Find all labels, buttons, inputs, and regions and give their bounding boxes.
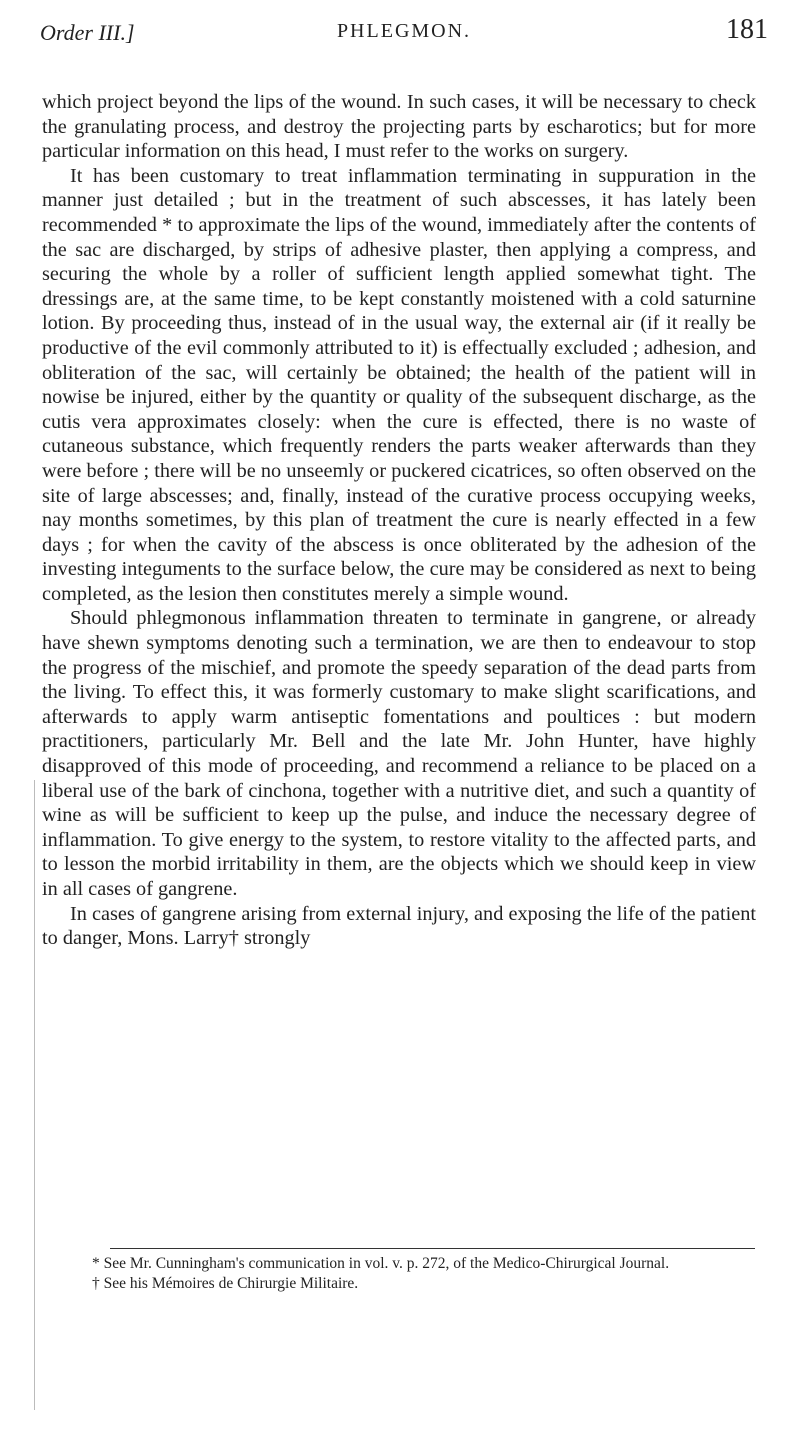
paragraph-suppuration: It has been customary to treat inflammation terminating in suppuration in the manner just detailed ; but in the treatment of such abscesses, it has lately been recommended * to approximate the lips of the wound, immediately after the contents of the sac are discharged, by strips of adhesive plaster, then applying a compress, and securing the whole by a roller of sufficient length applied somewhat tight. The dressings are, at the same time, to be kept constantly moistened with a cold saturnine lotion. By proceeding thus, instead of in the usual way, the external air (if it really be productive of the evil commonly attributed to it) is effectually excluded ; adhesion, and obliteration of the sac, will certainly be obtained; the health of the patient will in nowise be injured, either by the quantity or quality of the subsequent discharge, as the cutis vera approximates closely: when the cure is effected, there is no waste of cutaneous substance, which frequently renders the parts weaker afterwards than they were before ; there will be no unseemly or puckered cicatrices, so often observed on the site of large abscesses; and, finally, instead of the curative process occupying weeks, nay months sometimes, by this plan of treatment the cure is nearly effected in a few days ; for when the cavity of the abscess is once obliterated by the adhesion of the investing integuments to the surface below, the cure may be considered as next to being completed, as the lesion then constitutes merely a simple wound. [42, 164, 756, 605]
body-text [42, 90, 756, 951]
paragraph-gangrene: Should phlegmonous inflammation threaten to terminate in gangrene, or already have shewn symptoms denoting such a termination, we are then to endeavour to stop the progress of the mischief, and promote the speedy separation of the dead parts from the living. To effect this, it was formerly customary to make slight scarifications, and afterwards to apply warm antiseptic fomentations and poultices : but modern practitioners, particularly Mr. Bell and the late Mr. John Hunter, have highly disapproved of this mode of proceeding, and recommend a reliance to be placed on a liberal use of the bark of cinchona, together with a nutritive diet, and such a quantity of wine as will be sufficient to keep up the pulse, and induce the necessary degree of inflammation. To give energy to the system, to restore vitality to the affected parts, and to lesson the morbid irritability in them, are the objects which we should keep in view in all cases of gangrene. [42, 607, 756, 900]
paragraph-external-injury: In cases of gangrene arising from external injury, and exposing the life of the patient to danger, Mons. Larry† strongly [42, 902, 756, 950]
footnote-dagger: † See his Mémoires de Chirurgie Militaire. [92, 1275, 359, 1292]
header-order: Order III.] [40, 20, 135, 45]
binding-edge-shadow [34, 780, 35, 1410]
page-number: 181 [726, 14, 768, 45]
footnote-rule [110, 1248, 755, 1249]
paragraph-continued: which project beyond the lips of the wound. In such cases, it will be necessary to check the granulating process, and destroy the projecting parts by escharotics; but for more particular information on this head, I must refer to the works on surgery. [42, 91, 756, 163]
header-title: PHLEGMON. [336, 20, 472, 42]
footnote-asterisk: * See Mr. Cunningham's communication in vol. v. p. 272, of the Medico-Chirurgical Journal. [92, 1255, 670, 1272]
footnotes [42, 1254, 756, 1294]
running-header [40, 12, 768, 52]
